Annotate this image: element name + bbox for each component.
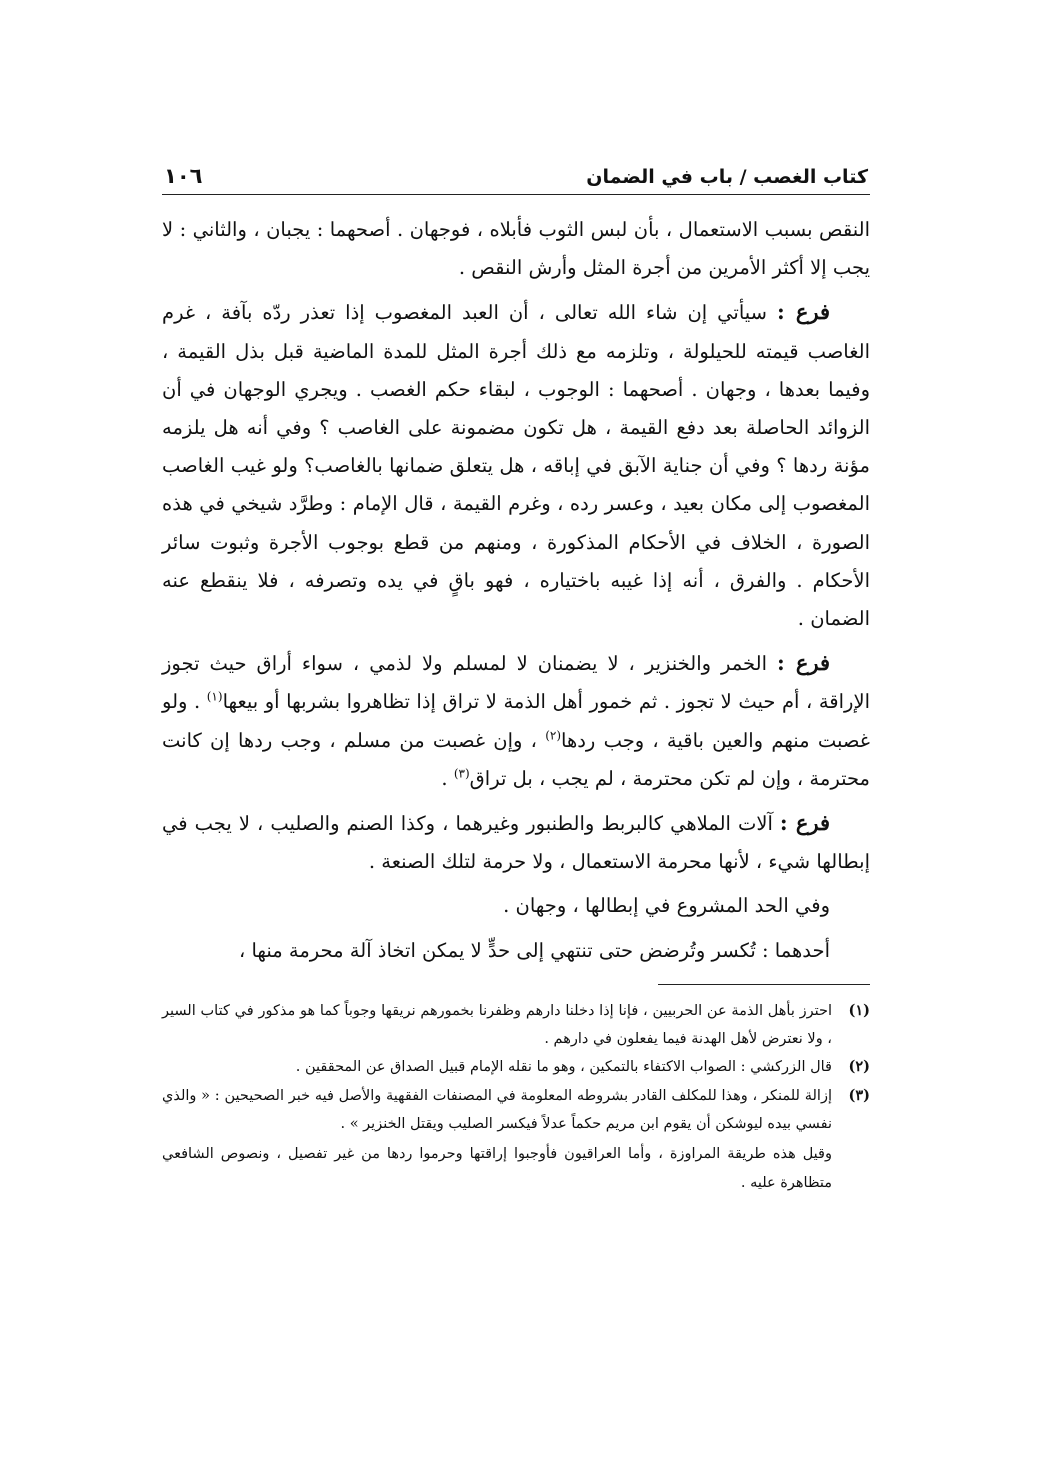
paragraph-4-text: آلات الملاهي كالبربط والطنبور وغيرهما ، وكذا الصنم والصليب ، لا يجب في إبطالها شيء ، لأنها محرمة الاستعمال ، ولا حرمة لتلك الصنعة . <box>162 812 870 874</box>
footnote-ref-2[interactable]: (٢) <box>545 728 562 743</box>
paragraph-3-text-c: ، وإن غصبت من مسلم ، وجب ردها إن كانت محترمة ، وإن لم تكن محترمة ، لم يجب ، بل تراق <box>162 728 870 790</box>
paragraph-3-text-b: . ولو غصبت منهم والعين باقية ، وجب ردها <box>162 690 870 752</box>
footnote-3 <box>162 1082 870 1139</box>
footnote-number: (١) <box>848 1001 870 1019</box>
footnote-number: (٢) <box>848 1058 870 1076</box>
running-title: كتاب الغصب / باب في الضمان <box>586 166 868 188</box>
footnote-number: (٣) <box>848 1086 870 1104</box>
footnotes <box>162 997 870 1197</box>
paragraph-3-text-a: الخمر والخنزير ، لا يضمنان لا لمسلم ولا لذمي ، سواء أراق حيث تجوز الإراقة ، أم حيث لا تجوز . ثم خمور أهل الذمة لا تراق إذا تظاهروا بشربها أو بيعها <box>162 652 870 714</box>
paragraph-3 <box>162 644 870 798</box>
footnote-ref-1[interactable]: (١) <box>206 689 223 704</box>
paragraph-2-text: سيأتي إن شاء الله تعالى ، أن العبد المغصوب إذا تعذر ردّه بآفة ، غرم الغاصب قيمته للحيلولة ، وتلزمه مع ذلك أجرة المثل للمدة الماضية قبل بذل القيمة ، وفيما بعدها ، وجهان . أصحهما : الوجوب ، لبقاء حكم الغصب . ويجري الوجهان في أن الزوائد الحاصلة بعد دفع القيمة ، هل تكون مضمونة على الغاصب ؟ وفي أنه هل يلزمه مؤنة ردها ؟ وفي أن جناية الآبق في إباقه ، هل يتعلق ضمانها بالغاصب؟ ولو غيب الغاصب المغصوب إلى مكان بعيد ، وعسر رده ، وغرم القيمة ، قال الإمام : وطرَّد شيخي في هذه الصورة ، الخلاف في الأحكام المذكورة ، ومنهم من قطع بوجوب الأجرة وثبوت سائر الأحكام . والفرق ، أنه إذا غيبه باختياره ، فهو باقٍ في يده وتصرفه ، فلا ينقطع عنه الضمان . <box>162 301 870 631</box>
footnote-2 <box>162 1053 870 1081</box>
main-text <box>162 211 870 970</box>
paragraph-3-text-d: . <box>441 766 454 790</box>
book-page <box>162 150 870 1197</box>
footnote-text: قال الزركشي : الصواب الاكتفاء بالتمكين ، وهو ما نقله الإمام قبيل الصداق عن المحققين . <box>295 1059 832 1076</box>
paragraph-6: أحدهما : تُكسر وتُرضض حتى تنتهي إلى حدٍّ لا يمكن اتخاذ آلة محرمة منها ، <box>238 938 830 962</box>
far-label: فرع : <box>779 810 830 836</box>
footnote-text: احترز بأهل الذمة عن الحربيين ، فإنا إذا دخلنا دارهم وظفرنا بخمورهم نريقها وجوباً كما هو مذكور في كتاب السير ، ولا نعترض لأهل الهدنة فيما يفعلون في دارهم . <box>162 1002 832 1048</box>
footnote-1 <box>162 997 870 1054</box>
paragraph-1: النقص بسبب الاستعمال ، بأن لبس الثوب فأبلاه ، فوجهان . أصحهما : يجبان ، والثاني : لا يجب إلا أكثر الأمرين من أجرة المثل وأرش النقص . <box>162 218 870 280</box>
far-label: فرع : <box>777 650 831 676</box>
paragraph-4 <box>162 804 870 881</box>
footnote-ref-3[interactable]: (٣) <box>453 766 470 781</box>
page-number: ١٠٦ <box>164 164 203 188</box>
page-header <box>162 150 870 195</box>
paragraph-5: وفي الحد المشروع في إبطالها ، وجهان . <box>503 894 830 918</box>
paragraph-2 <box>162 293 870 638</box>
far-label: فرع : <box>777 299 830 325</box>
footnote-text: إزالة للمنكر ، وهذا للمكلف القادر بشروطه المعلومة في المصنفات الفقهية والأصل فيه خبر الصحيحين : « والذي نفسي بيده ليوشكن أن يقوم ابن مريم حكماً عدلاً فيكسر الصليب ويقتل الخنزير » . <box>162 1087 832 1133</box>
footnote-separator <box>658 984 870 985</box>
footnote-3-continuation: وقيل هذه طريقة المراوزة ، وأما العراقيون فأوجبوا إراقتها وحرموا ردها من غير تفصيل ، ونصوص الشافعي متظاهرة عليه . <box>162 1146 832 1191</box>
